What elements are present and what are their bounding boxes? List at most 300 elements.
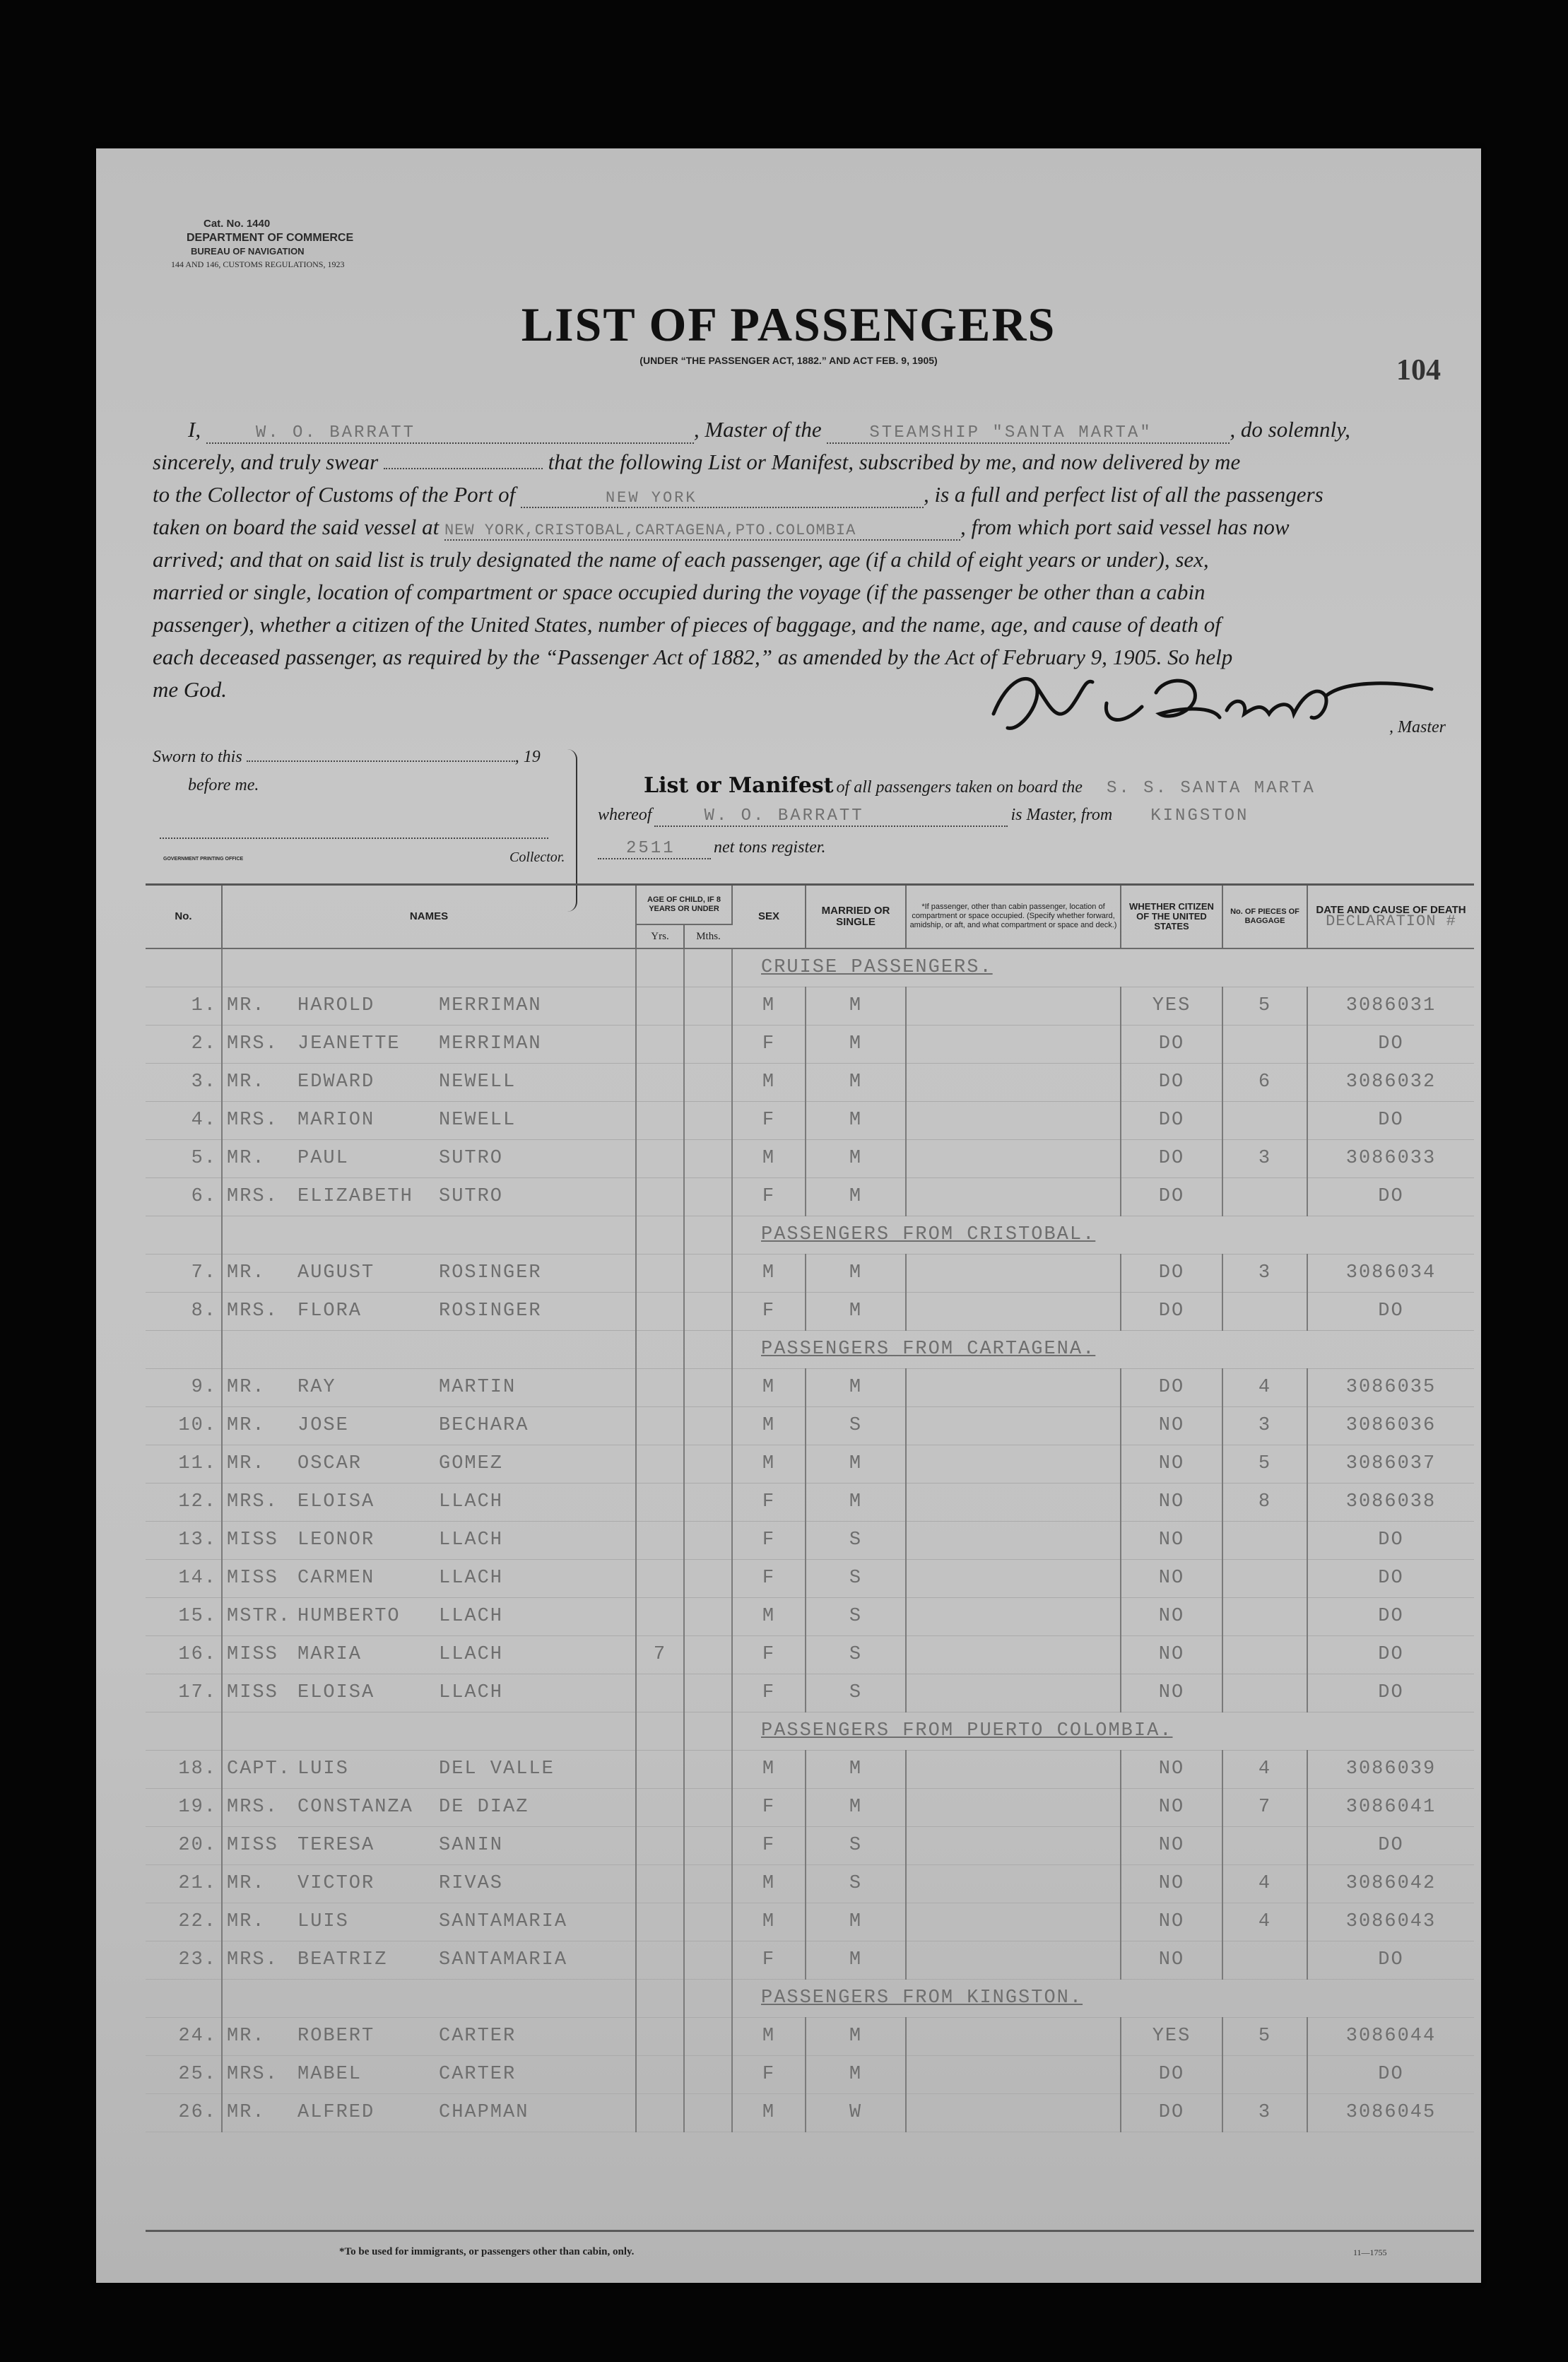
passenger-row <box>146 2093 1474 2132</box>
passenger-declaration: DO <box>1307 1826 1474 1864</box>
passenger-declaration: DO <box>1307 1559 1474 1597</box>
passenger-declaration: DO <box>1307 1177 1474 1216</box>
passenger-declaration: 3086032 <box>1307 1063 1474 1101</box>
manifest-line-2 <box>598 806 1249 827</box>
passenger-name <box>222 2093 636 2132</box>
acts-line: 144 AND 146, CUSTOMS REGULATIONS, 1923 <box>171 259 345 269</box>
passenger-declaration: DO <box>1307 1674 1474 1712</box>
passenger-age-yrs <box>636 1368 684 1406</box>
passenger-baggage <box>1222 1025 1307 1063</box>
passenger-age-yrs <box>636 1826 684 1864</box>
cell-name <box>222 1712 636 1750</box>
passenger-title: MR. <box>227 1415 266 1436</box>
passenger-sex: M <box>732 1903 806 1941</box>
passenger-first-name: OSCAR <box>297 1453 362 1474</box>
master-label: , Master <box>1389 718 1446 736</box>
passenger-compartment <box>906 1025 1121 1063</box>
passenger-last-name: SANTAMARIA <box>439 1949 568 1970</box>
passenger-age-yrs <box>636 1559 684 1597</box>
passenger-citizen: NO <box>1121 1445 1222 1483</box>
oath-line-9: me God. <box>153 677 228 702</box>
printing-office: GOVERNMENT PRINTING OFFICE <box>163 857 244 862</box>
passenger-last-name: SUTRO <box>439 1186 504 1207</box>
passenger-age-yrs <box>636 1941 684 1979</box>
passenger-marital: M <box>806 1788 906 1826</box>
passenger-citizen: NO <box>1121 1903 1222 1941</box>
passenger-age-mths <box>684 2017 732 2055</box>
passenger-age-mths <box>684 1368 732 1406</box>
passenger-row <box>146 1063 1474 1101</box>
passenger-row <box>146 987 1474 1025</box>
passenger-marital: S <box>806 1521 906 1559</box>
passenger-compartment <box>906 2055 1121 2093</box>
passenger-marital: M <box>806 1445 906 1483</box>
passenger-row <box>146 1177 1474 1216</box>
passenger-baggage: 4 <box>1222 1903 1307 1941</box>
passenger-number: 9. <box>146 1368 222 1406</box>
manifest-line-3 <box>598 838 825 859</box>
passenger-compartment <box>906 1292 1121 1330</box>
passenger-baggage: 7 <box>1222 1788 1307 1826</box>
passenger-citizen: YES <box>1121 2017 1222 2055</box>
oath-full-list: , is a full and perfect list of all the passengers <box>923 482 1324 507</box>
passenger-marital: M <box>806 1025 906 1063</box>
passenger-age-yrs <box>636 1521 684 1559</box>
passenger-sex: M <box>732 1750 806 1788</box>
passenger-declaration: 3086035 <box>1307 1368 1474 1406</box>
passenger-title: MR. <box>227 1262 266 1283</box>
passenger-last-name: LLACH <box>439 1644 504 1665</box>
passenger-number: 24. <box>146 2017 222 2055</box>
passenger-last-name: ROSINGER <box>439 1262 542 1283</box>
passenger-age-mths <box>684 1177 732 1216</box>
passenger-declaration: 3086039 <box>1307 1750 1474 1788</box>
passenger-age-mths <box>684 1254 732 1292</box>
passenger-declaration: 3086045 <box>1307 2093 1474 2132</box>
passenger-compartment <box>906 1559 1121 1597</box>
passenger-title: MR. <box>227 2026 266 2047</box>
passenger-baggage: 3 <box>1222 2093 1307 2132</box>
oath-taken-on-board: taken on board the said vessel at <box>153 515 440 539</box>
passenger-first-name: MARIA <box>297 1644 362 1665</box>
cell-mths <box>684 1330 732 1368</box>
passenger-baggage <box>1222 1559 1307 1597</box>
passenger-sex: F <box>732 1177 806 1216</box>
passenger-first-name: CARMEN <box>297 1568 375 1589</box>
passenger-age-mths <box>684 1521 732 1559</box>
passenger-citizen: NO <box>1121 1406 1222 1445</box>
passenger-baggage: 4 <box>1222 1864 1307 1903</box>
passenger-citizen: NO <box>1121 1597 1222 1635</box>
passenger-citizen: DO <box>1121 1063 1222 1101</box>
page-subtitle: (UNDER “THE PASSENGER ACT, 1882.” AND ACT FEB. 9, 1905) <box>639 355 938 366</box>
passenger-number: 16. <box>146 1635 222 1674</box>
tons-field: 2511 <box>598 839 711 859</box>
passenger-citizen: NO <box>1121 1864 1222 1903</box>
passenger-age-yrs <box>636 2093 684 2132</box>
passenger-number: 5. <box>146 1139 222 1177</box>
passenger-age-yrs <box>636 987 684 1025</box>
section-heading: CRUISE PASSENGERS. <box>732 948 1474 987</box>
passenger-declaration: DO <box>1307 1941 1474 1979</box>
passenger-baggage <box>1222 1635 1307 1674</box>
passenger-number: 19. <box>146 1788 222 1826</box>
passenger-sex: F <box>732 1521 806 1559</box>
oath-do-solemnly: , do solemnly, <box>1230 417 1350 442</box>
passenger-number: 13. <box>146 1521 222 1559</box>
passenger-row <box>146 1559 1474 1597</box>
passenger-age-mths <box>684 1864 732 1903</box>
col-compartment: *If passenger, other than cabin passenger, location of compartment or space occupied. (Specify whether forward, amidship, or aft, and what compartment or space and deck.) <box>906 885 1121 948</box>
passenger-name <box>222 1826 636 1864</box>
passenger-age-yrs <box>636 2017 684 2055</box>
passenger-last-name: SANIN <box>439 1835 504 1856</box>
passenger-title: MRS. <box>227 1491 278 1512</box>
passenger-last-name: NEWELL <box>439 1071 517 1093</box>
passenger-row <box>146 1750 1474 1788</box>
passenger-number: 3. <box>146 1063 222 1101</box>
passenger-name <box>222 1597 636 1635</box>
passenger-name <box>222 1139 636 1177</box>
passenger-first-name: JOSE <box>297 1415 349 1436</box>
passenger-age-mths <box>684 2093 732 2132</box>
passenger-age-yrs <box>636 1025 684 1063</box>
passenger-marital: S <box>806 1674 906 1712</box>
passenger-first-name: ELIZABETH <box>297 1186 413 1207</box>
passenger-sex: F <box>732 1292 806 1330</box>
passenger-age-mths <box>684 987 732 1025</box>
passenger-last-name: MERRIMAN <box>439 1033 542 1054</box>
passenger-last-name: DE DIAZ <box>439 1797 529 1818</box>
passenger-first-name: BEATRIZ <box>297 1949 388 1970</box>
collector-line <box>160 838 548 839</box>
passenger-first-name: AUGUST <box>297 1262 375 1283</box>
col-death <box>1307 885 1474 948</box>
passenger-sex: F <box>732 1674 806 1712</box>
oath-line-7: passenger), whether a citizen of the United States, number of pieces of baggage, and the name, age, and cause of death of <box>153 612 1221 637</box>
passenger-title: CAPT. <box>227 1758 292 1780</box>
passenger-name <box>222 1292 636 1330</box>
passenger-age-mths <box>684 1635 732 1674</box>
passenger-name <box>222 1445 636 1483</box>
passenger-compartment <box>906 1406 1121 1445</box>
passenger-number: 17. <box>146 1674 222 1712</box>
manifest-whereof: whereof <box>598 806 652 824</box>
passenger-name <box>222 1635 636 1674</box>
cell-no <box>146 1216 222 1254</box>
passenger-citizen: NO <box>1121 1521 1222 1559</box>
passenger-baggage <box>1222 1674 1307 1712</box>
passenger-row <box>146 1368 1474 1406</box>
passenger-age-yrs <box>636 1674 684 1712</box>
cell-name <box>222 1216 636 1254</box>
passenger-sex: M <box>732 1445 806 1483</box>
passenger-number: 8. <box>146 1292 222 1330</box>
passenger-row <box>146 1292 1474 1330</box>
passenger-declaration: DO <box>1307 1635 1474 1674</box>
passenger-last-name: RIVAS <box>439 1873 504 1894</box>
passenger-last-name: MARTIN <box>439 1377 517 1398</box>
passenger-baggage: 5 <box>1222 987 1307 1025</box>
passenger-number: 15. <box>146 1597 222 1635</box>
passenger-title: MRS. <box>227 1797 278 1818</box>
page-title: LIST OF PASSENGERS <box>521 298 1056 351</box>
cell-mths <box>684 1979 732 2017</box>
passenger-declaration: 3086036 <box>1307 1406 1474 1445</box>
passenger-declaration: DO <box>1307 2055 1474 2093</box>
passenger-number: 2. <box>146 1025 222 1063</box>
manifest-line-1 <box>644 773 1316 798</box>
passenger-age-yrs <box>636 1101 684 1139</box>
passenger-number: 10. <box>146 1406 222 1445</box>
passenger-title: MR. <box>227 995 266 1016</box>
passenger-age-yrs <box>636 1597 684 1635</box>
manifest-master-field: W. O. BARRATT <box>654 806 1008 827</box>
passenger-title: MISS <box>227 1568 278 1589</box>
passenger-first-name: VICTOR <box>297 1873 375 1894</box>
passenger-age-mths <box>684 1674 732 1712</box>
passenger-number: 25. <box>146 2055 222 2093</box>
cell-name <box>222 948 636 987</box>
passenger-age-mths <box>684 1025 732 1063</box>
passenger-marital: M <box>806 1903 906 1941</box>
passenger-first-name: ROBERT <box>297 2026 375 2047</box>
passenger-sex: F <box>732 1483 806 1521</box>
passenger-first-name: TERESA <box>297 1835 375 1856</box>
passenger-title: MR. <box>227 1148 266 1169</box>
oath-line-1 <box>188 417 1350 444</box>
passenger-compartment <box>906 1063 1121 1101</box>
passenger-name <box>222 1864 636 1903</box>
passenger-age-mths <box>684 1559 732 1597</box>
passenger-baggage <box>1222 1521 1307 1559</box>
passenger-row <box>146 1941 1474 1979</box>
passenger-table <box>146 883 1474 2132</box>
passenger-last-name: CHAPMAN <box>439 2102 529 2123</box>
passenger-title: MISS <box>227 1529 278 1551</box>
passenger-citizen: NO <box>1121 1750 1222 1788</box>
passenger-baggage <box>1222 1941 1307 1979</box>
passenger-row <box>146 1483 1474 1521</box>
passenger-age-mths <box>684 1941 732 1979</box>
passenger-last-name: LLACH <box>439 1491 504 1512</box>
cell-mths <box>684 948 732 987</box>
col-declaration: DECLARATION # <box>1326 912 1456 931</box>
passenger-sex: M <box>732 1864 806 1903</box>
passenger-name <box>222 1254 636 1292</box>
passenger-title: MR. <box>227 1873 266 1894</box>
passenger-baggage <box>1222 2055 1307 2093</box>
passenger-name <box>222 1101 636 1139</box>
passenger-citizen: DO <box>1121 1101 1222 1139</box>
passenger-first-name: LUIS <box>297 1758 349 1780</box>
passenger-sex: M <box>732 1406 806 1445</box>
passenger-citizen: DO <box>1121 2093 1222 2132</box>
passenger-citizen: NO <box>1121 1788 1222 1826</box>
passenger-title: MR. <box>227 1071 266 1093</box>
passenger-age-yrs <box>636 1254 684 1292</box>
passenger-declaration: 3086041 <box>1307 1788 1474 1826</box>
passenger-row <box>146 1826 1474 1864</box>
passenger-baggage: 6 <box>1222 1063 1307 1101</box>
passenger-number: 11. <box>146 1445 222 1483</box>
passenger-citizen: NO <box>1121 1483 1222 1521</box>
passenger-row <box>146 1445 1474 1483</box>
passenger-baggage: 4 <box>1222 1368 1307 1406</box>
cell-yrs <box>636 1330 684 1368</box>
passenger-declaration: DO <box>1307 1292 1474 1330</box>
passenger-first-name: RAY <box>297 1377 336 1398</box>
passenger-first-name: LEONOR <box>297 1529 375 1551</box>
passenger-baggage <box>1222 1597 1307 1635</box>
passenger-marital: S <box>806 1826 906 1864</box>
before-me: before me. <box>188 776 259 794</box>
passenger-last-name: GOMEZ <box>439 1453 504 1474</box>
passenger-sex: F <box>732 1635 806 1674</box>
passenger-marital: W <box>806 2093 906 2132</box>
passenger-name <box>222 1368 636 1406</box>
passenger-title: MISS <box>227 1835 278 1856</box>
oath-master-of: , Master of the <box>693 417 822 442</box>
passenger-compartment <box>906 1101 1121 1139</box>
passenger-declaration: 3086037 <box>1307 1445 1474 1483</box>
cell-mths <box>684 1216 732 1254</box>
passenger-declaration: DO <box>1307 1597 1474 1635</box>
passenger-number: 20. <box>146 1826 222 1864</box>
passenger-declaration: 3086031 <box>1307 987 1474 1025</box>
passenger-declaration: 3086038 <box>1307 1483 1474 1521</box>
sworn-year: , 19 <box>514 748 541 766</box>
passenger-declaration: DO <box>1307 1025 1474 1063</box>
passenger-number: 26. <box>146 2093 222 2132</box>
passenger-last-name: ROSINGER <box>439 1300 542 1322</box>
passenger-age-yrs <box>636 1788 684 1826</box>
passenger-marital: M <box>806 1101 906 1139</box>
passenger-number: 7. <box>146 1254 222 1292</box>
passenger-title: MRS. <box>227 1300 278 1322</box>
oath-line-8: each deceased passenger, as required by the “Passenger Act of 1882,” as amended by the Act of February 9, 1905. So help <box>153 645 1233 669</box>
passenger-sex: F <box>732 1025 806 1063</box>
passenger-declaration: DO <box>1307 1521 1474 1559</box>
col-mths: Mths. <box>684 924 732 948</box>
master-name-field: W. O. BARRATT <box>206 423 694 444</box>
passenger-compartment <box>906 1445 1121 1483</box>
passenger-marital: M <box>806 1941 906 1979</box>
oath-following: that the following List or Manifest, subscribed by me, and now delivered by me <box>548 450 1241 474</box>
passenger-name <box>222 1903 636 1941</box>
passenger-citizen: NO <box>1121 1826 1222 1864</box>
passenger-name <box>222 1483 636 1521</box>
passenger-sex: F <box>732 2055 806 2093</box>
form-number: 11—1755 <box>1353 2248 1387 2257</box>
passenger-baggage: 5 <box>1222 1445 1307 1483</box>
passenger-last-name: LLACH <box>439 1568 504 1589</box>
passenger-age-mths <box>684 1101 732 1139</box>
passenger-marital: M <box>806 987 906 1025</box>
passenger-name <box>222 1788 636 1826</box>
passenger-name <box>222 1941 636 1979</box>
passenger-declaration: 3086043 <box>1307 1903 1474 1941</box>
passenger-row <box>146 1788 1474 1826</box>
section-row <box>146 1216 1474 1254</box>
passenger-first-name: EDWARD <box>297 1071 375 1093</box>
passenger-age-yrs <box>636 1177 684 1216</box>
section-row <box>146 1330 1474 1368</box>
passenger-age-mths <box>684 1788 732 1826</box>
oath-line-6: married or single, location of compartment or space occupied during the voyage (if the passenger be other than a cabin <box>153 580 1206 604</box>
passenger-baggage: 3 <box>1222 1254 1307 1292</box>
passenger-number: 14. <box>146 1559 222 1597</box>
passenger-sex: M <box>732 2017 806 2055</box>
passenger-compartment <box>906 1139 1121 1177</box>
passenger-title: MR. <box>227 1453 266 1474</box>
passenger-sex: F <box>732 1101 806 1139</box>
passenger-row <box>146 1674 1474 1712</box>
cell-name <box>222 1979 636 2017</box>
passenger-age-mths <box>684 1597 732 1635</box>
passenger-compartment <box>906 2017 1121 2055</box>
passenger-first-name: HAROLD <box>297 995 375 1016</box>
cell-yrs <box>636 1979 684 2017</box>
ship-field: STEAMSHIP "SANTA MARTA" <box>827 423 1230 444</box>
cell-yrs <box>636 948 684 987</box>
passenger-age-yrs <box>636 1864 684 1903</box>
passenger-sex: M <box>732 987 806 1025</box>
passenger-first-name: MARION <box>297 1110 375 1131</box>
master-signature <box>979 664 1446 742</box>
passenger-last-name: LLACH <box>439 1682 504 1703</box>
passenger-age-mths <box>684 1406 732 1445</box>
passenger-baggage <box>1222 1292 1307 1330</box>
passenger-age-mths <box>684 1483 732 1521</box>
passenger-row <box>146 1254 1474 1292</box>
passenger-declaration: 3086042 <box>1307 1864 1474 1903</box>
passenger-citizen: DO <box>1121 1139 1222 1177</box>
passenger-compartment <box>906 1903 1121 1941</box>
passenger-age-yrs: 7 <box>636 1635 684 1674</box>
passenger-sex: F <box>732 1559 806 1597</box>
cell-no <box>146 1712 222 1750</box>
passenger-last-name: BECHARA <box>439 1415 529 1436</box>
cell-no <box>146 1330 222 1368</box>
passenger-row <box>146 1101 1474 1139</box>
passenger-compartment <box>906 1788 1121 1826</box>
passenger-last-name: MERRIMAN <box>439 995 542 1016</box>
passenger-sex: M <box>732 2093 806 2132</box>
passenger-marital: M <box>806 1483 906 1521</box>
passenger-number: 1. <box>146 987 222 1025</box>
passenger-age-yrs <box>636 1445 684 1483</box>
passenger-row <box>146 1597 1474 1635</box>
passenger-sex: M <box>732 1063 806 1101</box>
passenger-compartment <box>906 1597 1121 1635</box>
passenger-baggage: 8 <box>1222 1483 1307 1521</box>
passenger-marital: S <box>806 1559 906 1597</box>
passenger-number: 4. <box>146 1101 222 1139</box>
department: DEPARTMENT OF COMMERCE <box>187 232 354 244</box>
passenger-sex: M <box>732 1254 806 1292</box>
passenger-marital: M <box>806 1063 906 1101</box>
passenger-compartment <box>906 2093 1121 2132</box>
passenger-citizen: DO <box>1121 1025 1222 1063</box>
page-number: 104 <box>1396 354 1441 387</box>
passenger-marital: M <box>806 2055 906 2093</box>
passenger-title: MISS <box>227 1644 278 1665</box>
passenger-last-name: NEWELL <box>439 1110 517 1131</box>
passenger-declaration: 3086034 <box>1307 1254 1474 1292</box>
passenger-marital: M <box>806 1368 906 1406</box>
passenger-number: 18. <box>146 1750 222 1788</box>
